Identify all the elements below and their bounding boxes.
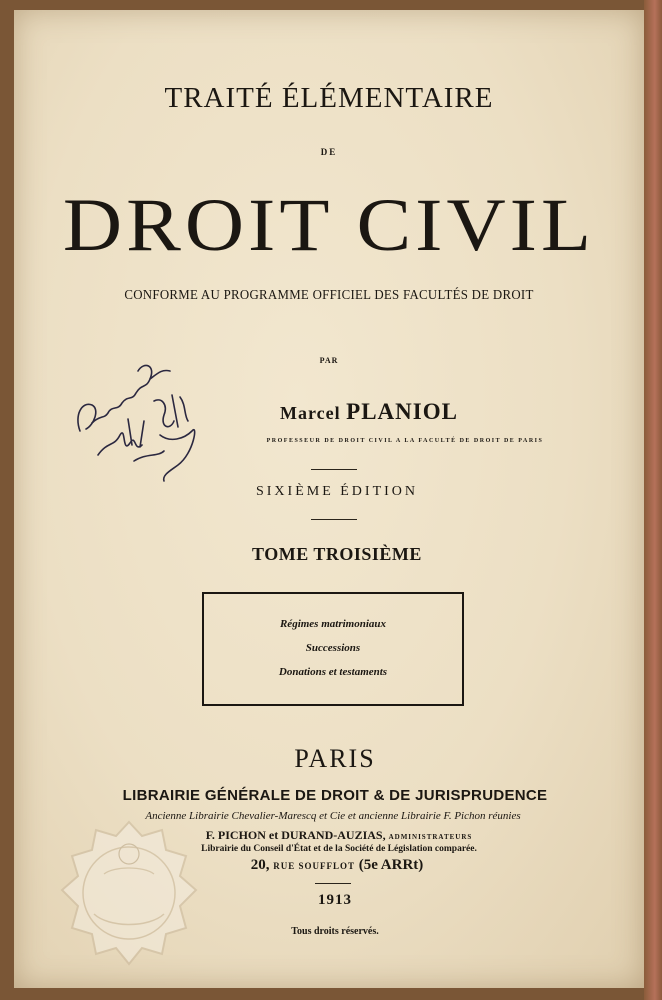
city: PARIS: [294, 744, 376, 773]
author-last-name: PLANIOL: [346, 399, 458, 424]
title-page: [14, 10, 644, 988]
publisher: LIBRAIRIE GÉNÉRALE DE DROIT & DE JURISPRUDENCE: [122, 787, 548, 804]
author-title: PROFESSEUR DE DROIT CIVIL A LA FACULTÉ DE DROIT DE PARIS: [266, 438, 544, 444]
contents-box: [202, 592, 464, 706]
address-street: RUE SOUFFLOT: [273, 861, 355, 871]
council-line: Librairie du Conseil d'État et de la Société de Législation comparée.: [201, 844, 477, 854]
divider: [311, 519, 357, 520]
subtitle: CONFORME AU PROGRAMME OFFICIEL DES FACULTÉS DE DROIT: [124, 288, 534, 303]
title-de: DE: [320, 147, 338, 157]
title-line: TRAITÉ ÉLÉMENTAIRE: [164, 82, 494, 114]
author-first-name: Marcel: [280, 403, 341, 423]
contents-item: Successions: [305, 642, 361, 654]
contents-item: Donations et testaments: [278, 666, 388, 678]
contents-item: Régimes matrimoniaux: [279, 618, 387, 630]
administrators-names: F. PICHON et DURAND-AUZIAS,: [205, 828, 386, 842]
administrators-label: ADMINISTRATEURS: [388, 833, 473, 841]
watermark-seal: [54, 818, 204, 968]
par-label: PAR: [319, 356, 339, 365]
book-edge: [644, 0, 662, 1000]
address-number: 20,: [250, 857, 270, 873]
edition: SIXIÈME ÉDITION: [255, 484, 419, 499]
address-arrondissement: (5e ARRt): [358, 857, 424, 873]
handwritten-signature: [74, 335, 204, 485]
former-names: Ancienne Librairie Chevalier-Marescq et Cie et ancienne Librairie F. Pichon réunies: [145, 810, 521, 822]
publication-year: 1913: [318, 892, 352, 908]
divider: [315, 883, 351, 884]
main-title: DROIT CIVIL: [62, 182, 596, 267]
divider: [311, 469, 357, 470]
rights-notice: Tous droits réservés.: [291, 926, 379, 937]
tome: TOME TROISIÈME: [252, 544, 422, 564]
